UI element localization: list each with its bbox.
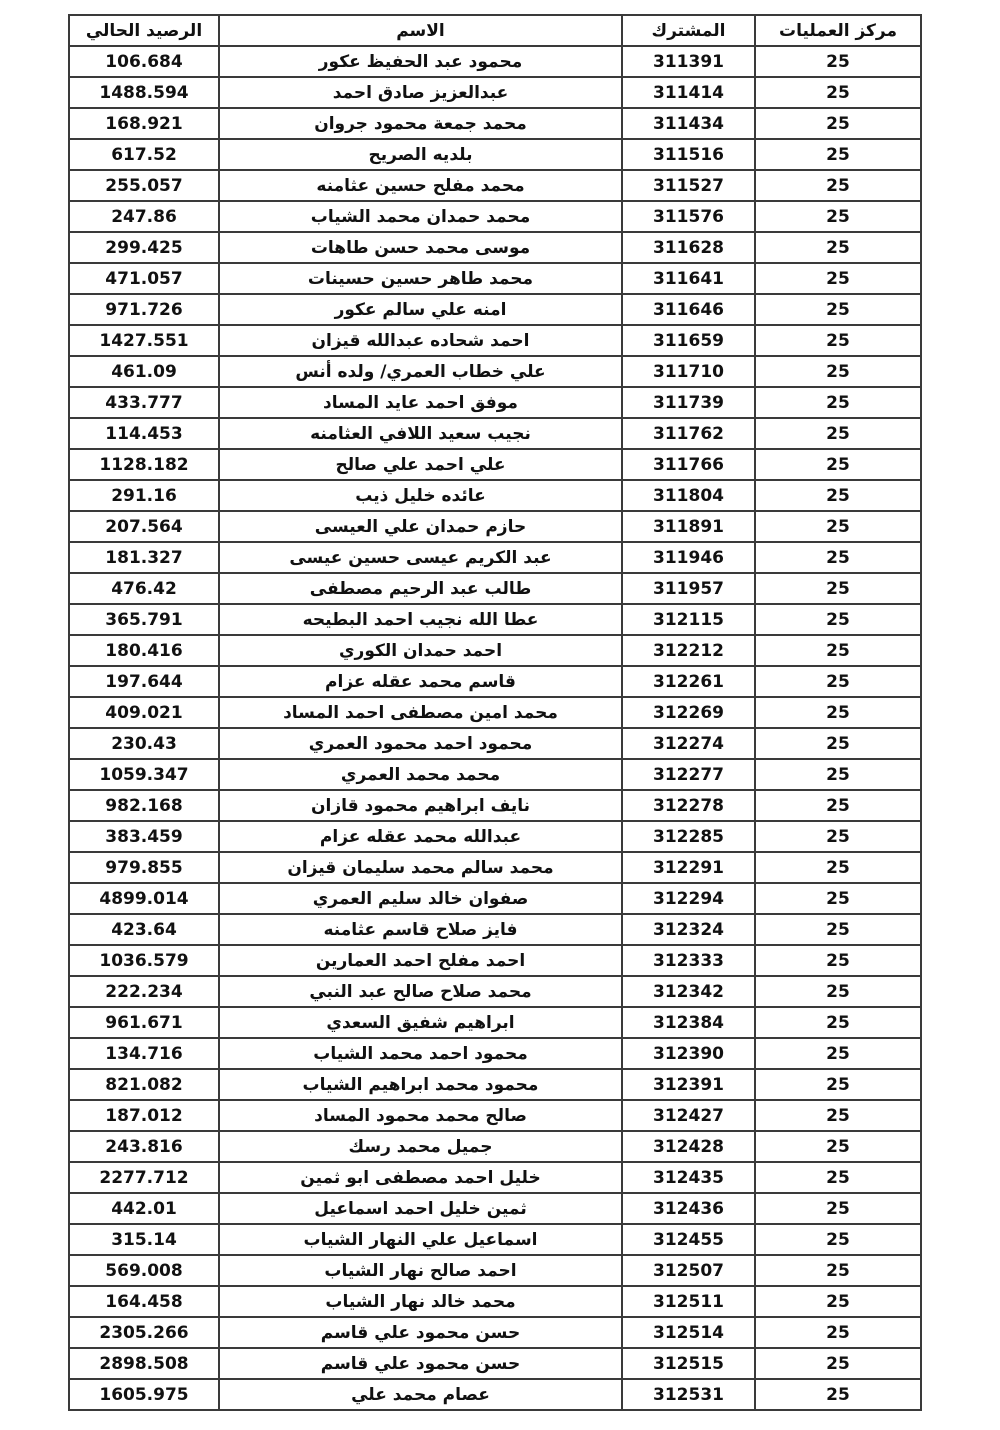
cell-subscriber-name: عبد الكريم عيسى حسين عيسى — [219, 542, 622, 573]
cell-current-balance: 222.234 — [69, 976, 219, 1007]
cell-subscriber-name: محمود محمد ابراهيم الشياب — [219, 1069, 622, 1100]
header-operations-center: مركز العمليات — [755, 15, 921, 46]
cell-operations-center: 25 — [755, 883, 921, 914]
cell-current-balance: 617.52 — [69, 139, 219, 170]
table-row — [69, 1317, 921, 1348]
table-row — [69, 170, 921, 201]
cell-operations-center: 25 — [755, 46, 921, 77]
cell-current-balance: 979.855 — [69, 852, 219, 883]
cell-operations-center: 25 — [755, 728, 921, 759]
cell-subscriber-name: عبدالعزيز صادق احمد — [219, 77, 622, 108]
cell-subscriber-name: صالح محمد محمود المساد — [219, 1100, 622, 1131]
table-row — [69, 232, 921, 263]
cell-subscriber-name: علي احمد علي صالح — [219, 449, 622, 480]
cell-subscriber-number: 311434 — [622, 108, 755, 139]
table-header-row — [69, 15, 921, 46]
cell-subscriber-name: ثمين خليل احمد اسماعيل — [219, 1193, 622, 1224]
cell-subscriber-name: نجيب سعيد اللافي العثامنه — [219, 418, 622, 449]
cell-current-balance: 230.43 — [69, 728, 219, 759]
cell-operations-center: 25 — [755, 170, 921, 201]
cell-current-balance: 1427.551 — [69, 325, 219, 356]
cell-current-balance: 569.008 — [69, 1255, 219, 1286]
cell-operations-center: 25 — [755, 201, 921, 232]
table-row — [69, 542, 921, 573]
cell-current-balance: 365.791 — [69, 604, 219, 635]
cell-subscriber-name: محمد امين مصطفى احمد المساد — [219, 697, 622, 728]
cell-subscriber-name: محمد خالد نهار الشياب — [219, 1286, 622, 1317]
table-row — [69, 790, 921, 821]
cell-operations-center: 25 — [755, 480, 921, 511]
cell-subscriber-number: 311804 — [622, 480, 755, 511]
cell-subscriber-name: نايف ابراهيم محمود قازان — [219, 790, 622, 821]
cell-subscriber-number: 312274 — [622, 728, 755, 759]
table-row — [69, 697, 921, 728]
cell-subscriber-number: 312285 — [622, 821, 755, 852]
cell-operations-center: 25 — [755, 1007, 921, 1038]
table-row — [69, 1131, 921, 1162]
cell-subscriber-number: 312507 — [622, 1255, 755, 1286]
cell-current-balance: 255.057 — [69, 170, 219, 201]
cell-subscriber-name: احمد صالح نهار الشياب — [219, 1255, 622, 1286]
cell-subscriber-name: محمود عبد الحفيظ عكور — [219, 46, 622, 77]
cell-operations-center: 25 — [755, 1069, 921, 1100]
table-row — [69, 325, 921, 356]
cell-operations-center: 25 — [755, 108, 921, 139]
cell-current-balance: 4899.014 — [69, 883, 219, 914]
cell-subscriber-name: قاسم محمد عقله عزام — [219, 666, 622, 697]
cell-operations-center: 25 — [755, 1193, 921, 1224]
cell-current-balance: 1605.975 — [69, 1379, 219, 1410]
cell-subscriber-number: 311762 — [622, 418, 755, 449]
table-row — [69, 1193, 921, 1224]
cell-subscriber-name: محمود احمد محمود العمري — [219, 728, 622, 759]
cell-subscriber-number: 312531 — [622, 1379, 755, 1410]
cell-subscriber-number: 311646 — [622, 294, 755, 325]
table-row — [69, 108, 921, 139]
cell-current-balance: 1128.182 — [69, 449, 219, 480]
cell-subscriber-name: اسماعيل علي النهار الشياب — [219, 1224, 622, 1255]
cell-subscriber-name: محمد مفلح حسين عثامنه — [219, 170, 622, 201]
cell-current-balance: 1059.347 — [69, 759, 219, 790]
cell-operations-center: 25 — [755, 418, 921, 449]
cell-current-balance: 971.726 — [69, 294, 219, 325]
cell-subscriber-number: 311739 — [622, 387, 755, 418]
table-row — [69, 1224, 921, 1255]
table-row — [69, 1348, 921, 1379]
cell-subscriber-number: 311957 — [622, 573, 755, 604]
cell-operations-center: 25 — [755, 1286, 921, 1317]
table-row — [69, 728, 921, 759]
cell-operations-center: 25 — [755, 976, 921, 1007]
cell-operations-center: 25 — [755, 387, 921, 418]
cell-current-balance: 961.671 — [69, 1007, 219, 1038]
cell-subscriber-number: 312436 — [622, 1193, 755, 1224]
cell-operations-center: 25 — [755, 77, 921, 108]
cell-current-balance: 291.16 — [69, 480, 219, 511]
cell-current-balance: 168.921 — [69, 108, 219, 139]
cell-subscriber-name: احمد شحاده عبدالله قيزان — [219, 325, 622, 356]
cell-current-balance: 383.459 — [69, 821, 219, 852]
cell-current-balance: 1036.579 — [69, 945, 219, 976]
cell-current-balance: 982.168 — [69, 790, 219, 821]
table-row — [69, 759, 921, 790]
cell-subscriber-name: محمد حمدان محمد الشياب — [219, 201, 622, 232]
cell-subscriber-name: جميل محمد رسك — [219, 1131, 622, 1162]
table-row — [69, 139, 921, 170]
cell-operations-center: 25 — [755, 449, 921, 480]
cell-subscriber-name: احمد حمدان الكوري — [219, 635, 622, 666]
cell-current-balance: 442.01 — [69, 1193, 219, 1224]
table-row — [69, 1286, 921, 1317]
cell-operations-center: 25 — [755, 666, 921, 697]
cell-current-balance: 187.012 — [69, 1100, 219, 1131]
cell-subscriber-number: 312455 — [622, 1224, 755, 1255]
table-row — [69, 883, 921, 914]
cell-subscriber-number: 312212 — [622, 635, 755, 666]
table-row — [69, 480, 921, 511]
cell-current-balance: 315.14 — [69, 1224, 219, 1255]
cell-current-balance: 2898.508 — [69, 1348, 219, 1379]
cell-operations-center: 25 — [755, 697, 921, 728]
cell-subscriber-number: 311414 — [622, 77, 755, 108]
cell-operations-center: 25 — [755, 294, 921, 325]
table-row — [69, 511, 921, 542]
table-row — [69, 604, 921, 635]
cell-subscriber-number: 312294 — [622, 883, 755, 914]
table-row — [69, 294, 921, 325]
cell-subscriber-number: 312391 — [622, 1069, 755, 1100]
cell-operations-center: 25 — [755, 914, 921, 945]
cell-operations-center: 25 — [755, 139, 921, 170]
cell-subscriber-name: علي خطاب العمري/ ولده أنس — [219, 356, 622, 387]
cell-subscriber-number: 311576 — [622, 201, 755, 232]
cell-subscriber-name: عطا الله نجيب احمد البطيحه — [219, 604, 622, 635]
cell-operations-center: 25 — [755, 945, 921, 976]
cell-operations-center: 25 — [755, 356, 921, 387]
cell-subscriber-number: 312511 — [622, 1286, 755, 1317]
cell-subscriber-number: 311527 — [622, 170, 755, 201]
table-row — [69, 1379, 921, 1410]
subscriber-balance-table — [68, 14, 922, 1411]
cell-operations-center: 25 — [755, 325, 921, 356]
cell-subscriber-number: 311516 — [622, 139, 755, 170]
cell-subscriber-number: 312278 — [622, 790, 755, 821]
cell-subscriber-number: 311710 — [622, 356, 755, 387]
table-row — [69, 46, 921, 77]
cell-current-balance: 243.816 — [69, 1131, 219, 1162]
cell-current-balance: 164.458 — [69, 1286, 219, 1317]
cell-current-balance: 106.684 — [69, 46, 219, 77]
cell-subscriber-name: موفق احمد عايد المساد — [219, 387, 622, 418]
cell-current-balance: 1488.594 — [69, 77, 219, 108]
table-row — [69, 852, 921, 883]
document-sheet — [68, 14, 920, 1405]
table-row — [69, 77, 921, 108]
table-row — [69, 449, 921, 480]
cell-operations-center: 25 — [755, 1348, 921, 1379]
cell-subscriber-number: 312514 — [622, 1317, 755, 1348]
table-body — [69, 46, 921, 1410]
table-row — [69, 1007, 921, 1038]
cell-operations-center: 25 — [755, 263, 921, 294]
cell-subscriber-number: 312515 — [622, 1348, 755, 1379]
cell-subscriber-number: 312390 — [622, 1038, 755, 1069]
cell-operations-center: 25 — [755, 821, 921, 852]
cell-operations-center: 25 — [755, 1317, 921, 1348]
cell-subscriber-name: امنه علي سالم عكور — [219, 294, 622, 325]
cell-current-balance: 433.777 — [69, 387, 219, 418]
cell-operations-center: 25 — [755, 1255, 921, 1286]
cell-current-balance: 247.86 — [69, 201, 219, 232]
cell-current-balance: 821.082 — [69, 1069, 219, 1100]
table-row — [69, 635, 921, 666]
cell-subscriber-number: 312324 — [622, 914, 755, 945]
cell-operations-center: 25 — [755, 511, 921, 542]
cell-subscriber-number: 312269 — [622, 697, 755, 728]
cell-subscriber-name: طالب عبد الرحيم مصطفى — [219, 573, 622, 604]
cell-subscriber-name: حسن محمود علي قاسم — [219, 1317, 622, 1348]
cell-subscriber-number: 312342 — [622, 976, 755, 1007]
cell-current-balance: 134.716 — [69, 1038, 219, 1069]
cell-operations-center: 25 — [755, 232, 921, 263]
cell-subscriber-number: 312115 — [622, 604, 755, 635]
header-subscriber: المشترك — [622, 15, 755, 46]
cell-operations-center: 25 — [755, 1100, 921, 1131]
table-row — [69, 1069, 921, 1100]
header-current-balance: الرصيد الحالي — [69, 15, 219, 46]
table-row — [69, 387, 921, 418]
table-row — [69, 976, 921, 1007]
cell-subscriber-number: 311659 — [622, 325, 755, 356]
cell-current-balance: 207.564 — [69, 511, 219, 542]
table-row — [69, 418, 921, 449]
cell-subscriber-number: 312333 — [622, 945, 755, 976]
cell-subscriber-name: عبدالله محمد عقله عزام — [219, 821, 622, 852]
cell-current-balance: 2277.712 — [69, 1162, 219, 1193]
table-row — [69, 263, 921, 294]
cell-operations-center: 25 — [755, 759, 921, 790]
cell-subscriber-name: ابراهيم شفيق السعدي — [219, 1007, 622, 1038]
cell-operations-center: 25 — [755, 542, 921, 573]
cell-subscriber-number: 312435 — [622, 1162, 755, 1193]
cell-subscriber-name: خليل احمد مصطفى ابو ثمين — [219, 1162, 622, 1193]
cell-subscriber-name: حسن محمود علي قاسم — [219, 1348, 622, 1379]
cell-current-balance: 476.42 — [69, 573, 219, 604]
cell-subscriber-name: محمد جمعة محمود جروان — [219, 108, 622, 139]
cell-subscriber-number: 312291 — [622, 852, 755, 883]
cell-operations-center: 25 — [755, 573, 921, 604]
table-row — [69, 356, 921, 387]
cell-current-balance: 423.64 — [69, 914, 219, 945]
cell-subscriber-number: 311766 — [622, 449, 755, 480]
table-row — [69, 666, 921, 697]
cell-current-balance: 180.416 — [69, 635, 219, 666]
cell-current-balance: 197.644 — [69, 666, 219, 697]
cell-current-balance: 181.327 — [69, 542, 219, 573]
table-row — [69, 1038, 921, 1069]
cell-current-balance: 471.057 — [69, 263, 219, 294]
cell-operations-center: 25 — [755, 790, 921, 821]
cell-subscriber-name: عائده خليل ذيب — [219, 480, 622, 511]
cell-subscriber-name: فايز صلاح قاسم عثامنه — [219, 914, 622, 945]
cell-subscriber-number: 311641 — [622, 263, 755, 294]
cell-subscriber-number: 312384 — [622, 1007, 755, 1038]
cell-operations-center: 25 — [755, 635, 921, 666]
table-row — [69, 945, 921, 976]
cell-subscriber-name: محمد طاهر حسين حسينات — [219, 263, 622, 294]
header-name: الاسم — [219, 15, 622, 46]
cell-subscriber-number: 311628 — [622, 232, 755, 263]
cell-operations-center: 25 — [755, 1162, 921, 1193]
cell-subscriber-name: عصام محمد علي — [219, 1379, 622, 1410]
table-row — [69, 914, 921, 945]
cell-subscriber-number: 312428 — [622, 1131, 755, 1162]
table-row — [69, 201, 921, 232]
table-row — [69, 1100, 921, 1131]
cell-operations-center: 25 — [755, 1379, 921, 1410]
cell-subscriber-name: احمد مفلح احمد العمارين — [219, 945, 622, 976]
cell-operations-center: 25 — [755, 852, 921, 883]
cell-subscriber-name: محمد محمد العمري — [219, 759, 622, 790]
cell-subscriber-name: محمود احمد محمد الشياب — [219, 1038, 622, 1069]
cell-current-balance: 461.09 — [69, 356, 219, 387]
cell-subscriber-name: محمد صلاح صالح عبد النبي — [219, 976, 622, 1007]
table-row — [69, 1162, 921, 1193]
cell-subscriber-number: 312261 — [622, 666, 755, 697]
cell-subscriber-number: 312427 — [622, 1100, 755, 1131]
cell-operations-center: 25 — [755, 604, 921, 635]
cell-operations-center: 25 — [755, 1224, 921, 1255]
cell-subscriber-name: بلديه الصريح — [219, 139, 622, 170]
cell-current-balance: 409.021 — [69, 697, 219, 728]
cell-subscriber-number: 311891 — [622, 511, 755, 542]
cell-operations-center: 25 — [755, 1038, 921, 1069]
cell-subscriber-name: حازم حمدان علي العيسى — [219, 511, 622, 542]
cell-current-balance: 2305.266 — [69, 1317, 219, 1348]
table-row — [69, 1255, 921, 1286]
cell-operations-center: 25 — [755, 1131, 921, 1162]
cell-subscriber-name: محمد سالم محمد سليمان قيزان — [219, 852, 622, 883]
cell-subscriber-name: موسى محمد حسن طاهات — [219, 232, 622, 263]
table-row — [69, 821, 921, 852]
table-row — [69, 573, 921, 604]
cell-subscriber-name: صفوان خالد سليم العمري — [219, 883, 622, 914]
cell-current-balance: 299.425 — [69, 232, 219, 263]
cell-current-balance: 114.453 — [69, 418, 219, 449]
cell-subscriber-number: 311391 — [622, 46, 755, 77]
cell-subscriber-number: 312277 — [622, 759, 755, 790]
cell-subscriber-number: 311946 — [622, 542, 755, 573]
